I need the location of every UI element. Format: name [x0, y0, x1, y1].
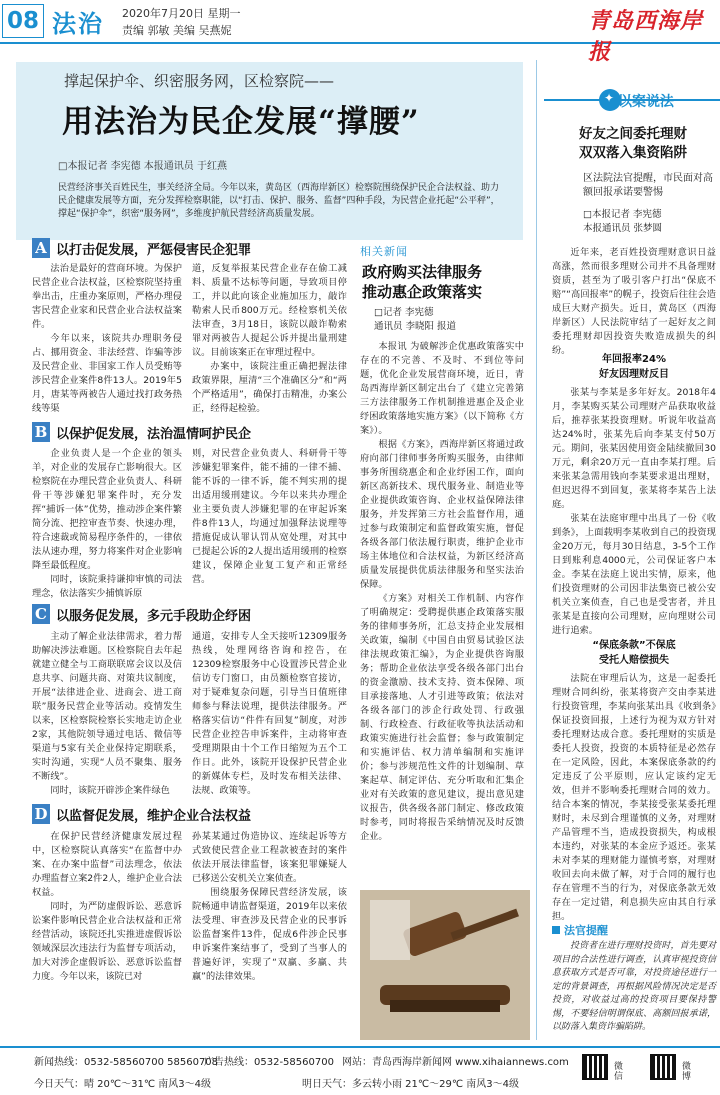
paragraph: 近年来，老百姓投资理财意识日益高涨，然而很多理财公司并不具备理财资质，甚至为了吸引客户打出“保底不赔”“高回报率”的幌子，投资后往往会造成巨大财产损失。近日，黄岛区（西海岸新区）人民法院审结了一起好友之间委托理财却因投资失败造成损失的纠纷。 [552, 247, 716, 356]
column-divider [536, 60, 537, 1040]
paragraph: 同时，该院开辟涉企案件绿色 [50, 785, 170, 796]
paragraph: 本报讯 为破解涉企优惠政策落实中存在的不完善、不及时、不到位等问题，优化企业发展营商环境，近日，青岛西海岸新区制定出台了《建立完善第三方法律服务工作机制推进惠企及企业纾困政策落地实施方案》（以下简称《方案》）。 [360, 341, 524, 436]
section-a-col1 [32, 262, 182, 416]
section-b-title: 以保护促发展，法治温情呵护民企 [56, 426, 252, 442]
section-a-letter: A [32, 238, 50, 258]
paragraph: 张某与李某是多年好友。2018年4月，李某购买某公司理财产品获取收益后，推荐张某投资理财。听说年收益高达24%时，张某先后向李某支付50万元。期间，张某因使用资金陆续撤回30万元，剩余20万元一直由李某打理。后来张某急需用钱向李某要求退出理财，但迟迟得不到回复，张某将李某告上法庭。 [552, 387, 716, 510]
paragraph: 企业负责人是一个企业的领头羊，对企业的发展存亡影响很大。区检察院在办理民营企业负责人、科研骨干等涉嫌犯罪案件时，充分发挥“捕诉一体”优势，推动涉企案件繁简分流、把控审查节奏、快速办理，符合速裁或简易程序条件的，一律依法从速办理，努力将案件对企业影响降至最低程度。 [32, 448, 182, 571]
section-d-letter: D [32, 804, 50, 824]
section-a-col2 [192, 262, 347, 416]
related-news-byline: □记者 李宪德 通讯员 李晓阳 报道 [374, 307, 457, 332]
related-news-label: 相关新闻 [360, 245, 408, 258]
section-c-heading [32, 604, 251, 624]
news-hotline: 新闻热线：0532-58560700 58560708 [34, 1057, 219, 1068]
paragraph: 《方案》对相关工作机制、内容作了明确规定：受聘提供惠企政策落实服务的律师事务所，汇总支持企业发展相关政策，编制《中国自由贸易试验区法律法规政策汇编》，为企业提供咨询服务；帮助企业依法享受各级各部门出台的资金激励、技术支持、资本保障、项目承接落地、人才引进等政策；依法对各级各部门的涉企行政处罚、行政强制、行政检查、行政征收等执法活动和政策实施进行社会监督；参与政策制定和实施评估、权力清单编制和实施评价；参与涉规范性文件的计划编制、草案起草、制定评估、充分听取和汇集企业对有关政策的意见建议，提出意见建议报告，供各级各部门制定、修改政策时参考，同时将报告采纳情况及时反馈企业。 [360, 593, 524, 842]
paragraph: 今年以来，该院共办理职务侵占、挪用资金、非法经营、诈骗等涉及民营企业、非国家工作人员受贿等涉民营企业案件8件13人。2019年5月，唐某等两被告人通过找打政务热线等渠 [32, 333, 182, 414]
section-b-letter: B [32, 422, 50, 442]
paragraph: 根据《方案》，西海岸新区将通过政府向部门律师事务所购买服务，由律师事务所围绕惠企和企业纾困工作，面向新区高新技术、现代服务业、制造业等企业提供政策咨询、企业权益保障法律服务，并发挥第三方社会监督作用，通过参与政策制定和监督政策实施，督促各级各部门依法履行职责，维护企业市场主体地位和合法权益，为新区经济高质量发展提供优质法律服务和坚实法治保障。 [360, 439, 524, 590]
section-b-heading [32, 422, 251, 442]
case-label: 以案说法 [618, 94, 674, 110]
paragraph: 孙某某通过伪造协议、连续起诉等方式致使民营企业工程款被查封的案件依法开展法律监督，该案犯罪嫌疑人已移送公安机关立案侦查。 [192, 831, 347, 884]
paragraph: 张某在法庭审理中出具了一份《收到条》，上面载明李某收到自己的投资现金20万元，每月30日结息，3-5个工作日到账利息4000元，公司保证客户本金。李某在法庭上说出实情，原来，他们投资理财的公司因非法集资已被公安机关立案侦查，自己也是受害者，并且张某是直接向公司理财，应向理财公司进行追索。 [552, 513, 716, 636]
square-bullet-icon [552, 926, 560, 934]
case-byline: □本报记者 李宪德 本报通讯员 张梦圆 [583, 209, 663, 234]
case-subhead-2: “保底条款”不保底 受托人赔偿损失 [592, 640, 676, 666]
staff-line: 责编 郭敏 美编 吴燕妮 [122, 24, 232, 37]
case-label-icon: ✦ [604, 91, 615, 105]
paragraph: 围绕服务保障民营经济发展，该院畅通申请监督渠道，2019年以来依法受理、审查涉及民营企业的民事诉讼监督案件13件，促成6件涉企民事申诉案件案结事了，受到了当事人的普遍好评，实现了“双赢、多赢、共赢”的法律效果。 [192, 887, 347, 982]
weibo-qr-icon [650, 1054, 676, 1080]
judge-tip-text: 投资者在进行理财投资时，首先要对项目的合法性进行调查，认真审视投资信息获取方式是否可靠，对投资途径进行一定的背景调查，再根据风险情况决定是否投资，对收益过高的投资项目要保持警惕，不要轻信明谓保底、高额回报承诺，以防落入集资诈骗陷阱。 [552, 941, 716, 1032]
related-news-title: 政府购买法律服务推动惠企政策落实 [362, 263, 483, 301]
section-a-title: 以打击促发展，严惩侵害民企犯罪 [56, 242, 252, 258]
paragraph: 法院在审理后认为，这是一起委托理财合同纠纷，张某将资产交由李某进行投资管理，李某向张某出具《收到条》保证投资回报，上述行为视为双方针对委托理财达成合意。委托理财的实质是委托人投资，投资的本质特征是必然存在一定风险，因此，本案保底条款的约定违反了公平原则，应认定该约定无效，但并不影响委托理财合同的效力。结合本案的情况，李某接受张某委托理财时，未尽到合理谨慎的义务，对理财产品管理不当，造成投资损失，构成根本违约，对张某的本金应予返还。张某未对李某的理财能力谨慎考察，对理财收回去向未做了解，对于合同的履行也存在管理不当的行为，对保底条款无效存在一定过错，利息损失应由其自行承担。 [552, 673, 716, 922]
case-body-1 [552, 386, 716, 638]
paragraph: 则，对民营企业负责人、科研骨干等涉嫌犯罪案件，能不捕的一律不捕、能不诉的一律不诉，能不判实刑的提出适用缓刑建议。今年以来共办理企业主要负责人涉嫌犯罪的在审起诉案件8件13人，均通过加强释法说理等措施促成认罪认罚从宽处理，对其中已提起公诉的2人提出适用缓刑的检察建议，保障企业复工复产和正常经营。 [192, 448, 347, 585]
paragraph: 在保护民营经济健康发展过程中，区检察院认真落实“在监督中办案、在办案中监督”司法理念，依法办理监督立案2件2人，维护企业合法权益。 [32, 831, 182, 898]
paragraph: 法治是最好的营商环境。为保护民营企业合法权益，区检察院坚持重拳出击，庄重办案原则，严格办理侵害民营企业家和民营企业合法权益案件。 [32, 263, 182, 330]
section-c-letter: C [32, 604, 50, 624]
paragraph: 同时，该院秉持谦抑审慎的司法理念，依法落实少捕慎诉原 [32, 574, 182, 599]
section-d-col2 [192, 830, 347, 984]
section-c-col2 [192, 630, 347, 798]
case-deck: 区法院法官提醒，市民面对高额回报承诺要警惕 [583, 173, 713, 198]
related-news-body [360, 340, 524, 844]
case-body-2 [552, 672, 716, 924]
tomorrow-weather: 明日天气：多云转小雨 21℃～29℃ 南风3～4级 [302, 1079, 519, 1090]
article-headline: 用法治为民企发展“撑腰” [62, 104, 420, 140]
case-title: 好友之间委托理财 双双落入集资陷阱 [579, 126, 687, 161]
paragraph: 主动了解企业法律需求，着力帮助解决涉法难题。区检察院自去年起就建立健全与工商联联席会议以及信息共享、问题共商、对策共议制度，开展“法律进企业、进商会、进工商联”服务民营企业等活动。疫情发生以来，区检察院检察长实地走访企业2家，其他院领导通过电话、微信等渠道与5家有关企业保持定期联系，实时沟通，实现“人员不聚集、服务不断线”。 [32, 631, 182, 782]
case-intro [552, 246, 716, 358]
article-kicker: 撑起保护伞、织密服务网，区检察院—— [64, 72, 335, 90]
paper-logo: 青岛西海岸报 [588, 8, 704, 65]
paragraph: 通道，安排专人全天接听12309服务热线，处理网络咨询和控告，在12309检察服务中心设置涉民营企业信访专门窗口，由员额检察官接访，对于疑难复杂问题，引导当日值班律师参与释法说理，提供法律服务。严格落实信访“件件有回复”制度，对涉民营企业控告申诉案件，主动将审查受理期限由十个工作日缩短为五个工作日。此外，该院开设保护民营企业的新媒体专栏，及时发布相关法律、法规、政策等。 [192, 631, 347, 796]
today-weather: 今日天气：晴 20℃～31℃ 南风3～4级 [34, 1079, 211, 1090]
paragraph: 办案中，该院注重正确把握法律政策界限，厘清“三个准确区分”和“两个严格适用”，确保打击精准，办案公正，经得起检验。 [192, 361, 347, 414]
case-subhead-1: 年回报率24% 好友因理财反目 [599, 354, 669, 380]
paragraph: 同时，为严防虚假诉讼、恶意诉讼案件影响民营企业合法权益和正常经营活动，该院还扎实推进虚假诉讼领域深层次违法行为监督专项活动，加大对涉企虚假诉讼、恶意诉讼监督力度。今年以来，该院已对 [32, 901, 182, 982]
section-c-title: 以服务促发展，多元手段助企纾困 [56, 608, 252, 624]
section-d-col1 [32, 830, 182, 984]
section-d-heading [32, 804, 251, 824]
section-c-col1 [32, 630, 182, 798]
page-number: 08 [2, 4, 44, 38]
judge-tip-label: 法官提醒 [552, 922, 608, 938]
website: 网站：青岛西海岸新闻网 www.xihaiannews.com [342, 1057, 569, 1068]
section-b-col2 [192, 447, 347, 587]
gavel-icon [360, 890, 530, 1040]
section-b-col1 [32, 447, 182, 601]
article-lead: 民营经济事关百姓民生，事关经济全局。今年以来，黄岛区（西海岸新区）检察院围绕保护民企合法权益、助力民企健康发展等方面，充分发挥检察职能，以“打击、保护、服务、监督”四种手段，为民营企业托起“公平秤”，撑起“保护伞”，织密“服务网”，多维度护航民营经济高质量发展。 [58, 183, 500, 219]
section-d-title: 以监督促发展，维护企业合法权益 [56, 808, 252, 824]
weixin-label: 微信 [614, 1062, 624, 1082]
weibo-label: 微博 [682, 1062, 692, 1082]
ad-hotline: 广告热线：0532-58560700 [204, 1057, 334, 1068]
weixin-qr-icon [582, 1054, 608, 1080]
paragraph: 道，反复举报某民营企业存在偷工减料、质量不达标等问题，导致项目停工，并以此向该企业施加压力，敲诈勒索人民币800万元。经检察机关依法审查，3月18日，该院以敲诈勒索罪对两被告人提起公诉并提出量刑建议。目前该案正在审理过程中。 [192, 263, 347, 358]
dateline: 2020年7月20日 星期一 [122, 7, 241, 20]
article-byline: □本报记者 李宪德 本报通讯员 于红燕 [58, 161, 227, 172]
section-a-heading [32, 238, 251, 258]
section-title: 法治 [52, 10, 104, 38]
gavel-illustration [360, 890, 530, 1040]
